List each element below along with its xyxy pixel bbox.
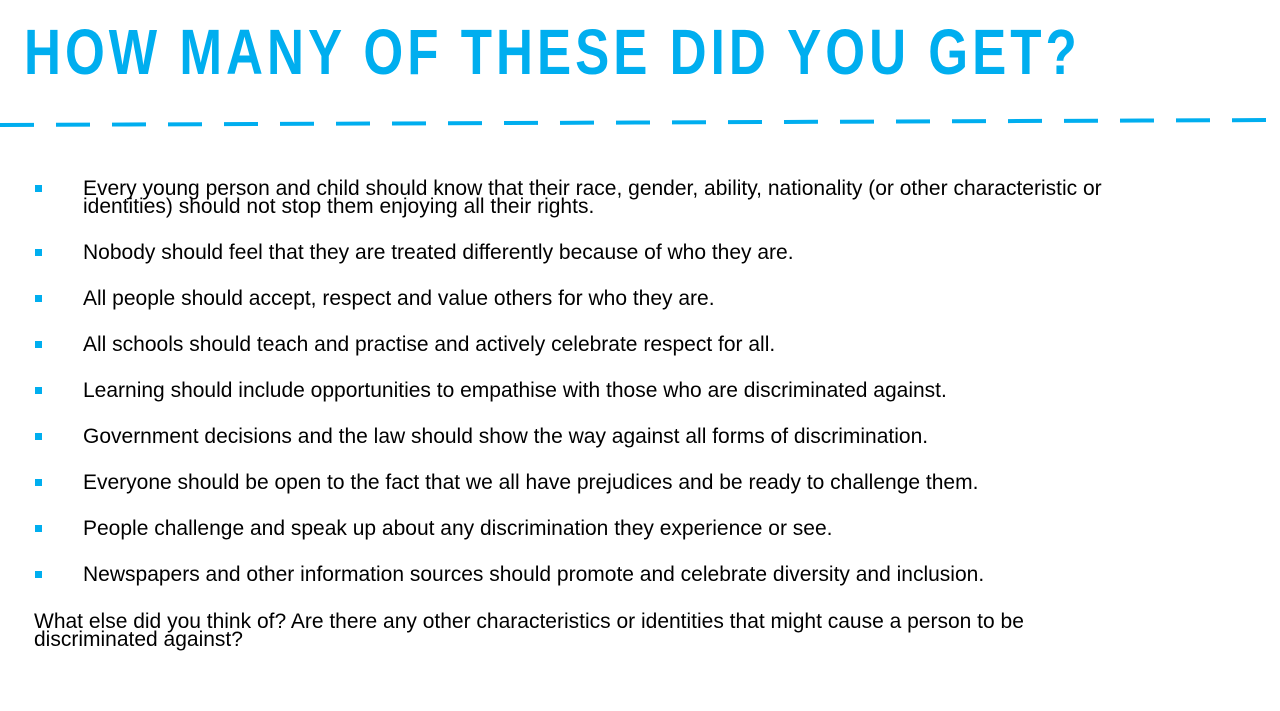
list-item	[0, 333, 1280, 356]
list-item	[0, 425, 1280, 448]
list-item	[0, 563, 1280, 586]
bullet-text: Learning should include opportunities to empathise with those who are discriminated against.	[83, 379, 947, 402]
square-bullet-icon	[35, 525, 42, 532]
bullet-text: Newspapers and other information sources should promote and celebrate diversity and inclusion.	[83, 563, 985, 586]
page-title: HOW MANY OF THESE DID YOU GET?	[24, 16, 1081, 88]
list-item	[0, 287, 1280, 310]
bullet-text: Everyone should be open to the fact that we all have prejudices and be ready to challenge them.	[83, 471, 979, 494]
square-bullet-icon	[35, 341, 42, 348]
square-bullet-icon	[35, 479, 42, 486]
bullet-text: All people should accept, respect and value others for who they are.	[83, 287, 715, 310]
square-bullet-icon	[35, 249, 42, 256]
bullet-text: Every young person and child should know that their race, gender, ability, nationality (or other characteristic or identities) should not stop them enjoying all their rights.	[83, 177, 1102, 218]
dashed-divider-line	[0, 120, 1280, 125]
list-item	[0, 379, 1280, 402]
closing-question: What else did you think of? Are there any other characteristics or identities that might cause a person to be discriminated against?	[34, 610, 1024, 651]
bullet-text: All schools should teach and practise and actively celebrate respect for all.	[83, 333, 776, 356]
list-item	[0, 471, 1280, 494]
square-bullet-icon	[35, 295, 42, 302]
square-bullet-icon	[35, 387, 42, 394]
bullet-text: People challenge and speak up about any discrimination they experience or see.	[83, 517, 833, 540]
bullet-list	[0, 177, 1280, 612]
list-item	[0, 241, 1280, 264]
dashed-divider	[0, 112, 1280, 132]
list-item	[0, 177, 1280, 218]
square-bullet-icon	[35, 433, 42, 440]
bullet-text: Nobody should feel that they are treated differently because of who they are.	[83, 241, 794, 264]
square-bullet-icon	[35, 185, 42, 192]
square-bullet-icon	[35, 571, 42, 578]
list-item	[0, 517, 1280, 540]
bullet-text: Government decisions and the law should show the way against all forms of discrimination.	[83, 425, 929, 448]
